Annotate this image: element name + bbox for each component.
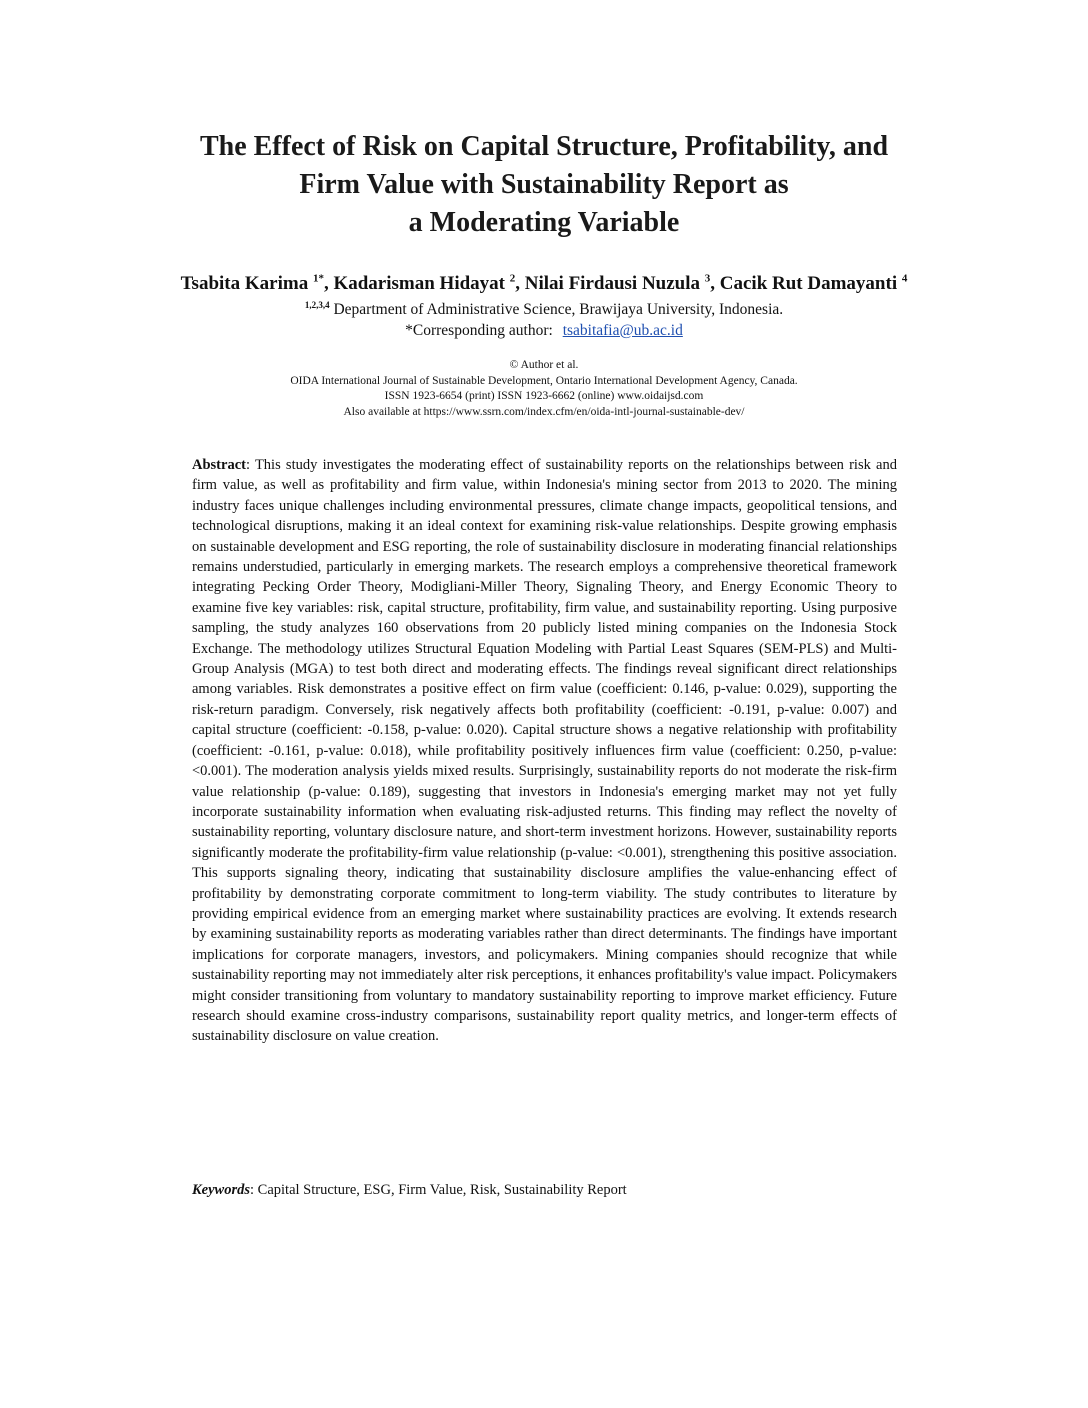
title-line: Firm Value with Sustainability Report as xyxy=(299,169,789,200)
copyright-line: © Author et al. xyxy=(509,359,579,371)
abstract-label: Abstract xyxy=(192,457,246,473)
author-separator: , xyxy=(323,273,334,294)
title-line: The Effect of Risk on Capital Structure, Profitability, and xyxy=(199,131,889,162)
abstract-text: : This study investigates the moderating effect of sustainability reports on the relationships between risk and firm value, as well as profitability and firm value, within Indonesia's mining sector from 2013 to 2020. The mining industry faces unique challenges including environmental pressures, climate change impacts, geopolitical tensions, and technological disruptions, making it an ideal context for examining risk-value relationships. Despite growing emphasis on sustainable development and ESG reporting, the role of sustainability disclosure in moderating financial relationships remains understudied, particularly in emerging markets. The research employs a comprehensive theoretical framework integrating Pecking Order Theory, Modigliani-Miller Theory, Signaling Theory, and Energy Economic Theory to examine five key variables: risk, capital structure, profitability, firm value, and sustainability reporting. Using purposive sampling, the study analyzes 160 observations from 20 publicly listed mining companies on the Indonesia Stock Exchange. The methodology utilizes Structural Equation Modeling with Partial Least Squares (SEM-PLS) and Multi-Group Analysis (MGA) to test both direct and moderating effects. The findings reveal significant direct relationships among variables. Risk demonstrates a positive effect on firm value (coefficient: 0.146, p-value: 0.029), supporting the risk-return paradigm. Conversely, risk negatively affects both profitability (coefficient: -0.191, p-value: 0.007) and capital structure (coefficient: -0.158, p-value: 0.020). Capital structure shows a negative relationship with profitability (coefficient: -0.161, p-value: 0.018), while profitability positively influences firm value (coefficient: 0.250, p-value: <0.001). The moderation analysis yields mixed results. Surprisingly, sustainability reports do not moderate the risk-firm value relationship (p-value: 0.189), suggesting that investors in Indonesia's emerging market may not yet fully incorporate sustainability information when evaluating risk-adjusted returns. This finding may reflect the novelty of sustainability reporting, voluntary disclosure nature, and short-term investment horizons. However, sustainability reports significantly moderate the profitability-firm value relationship (p-value: <0.001), strengthening this positive association. This supports signaling theory, indicating that sustainability disclosure amplifies the value-enhancing effect of profitability by demonstrating corporate commitment to long-term viability. The study contributes to literature by providing empirical evidence from an emerging market where sustainability practices are evolving. It extends research by examining sustainability reports as moderating variables rather than direct determinants. The findings have important implications for corporate managers, investors, and policymakers. Mining companies should recognize that while sustainability reporting may not immediately alter risk perceptions, it enhances profitability's value impact. Policymakers might consider transitioning from voluntary to mandatory sustainability reporting to improve market efficiency. Future research should examine cross-industry comparisons, sustainability report quality metrics, and longer-term effects of sustainability disclosure on value creation. xyxy=(192,457,897,1045)
availability-line: Also available at https://www.ssrn.com/index.cfm/en/oida-intl-journal-sustainable-dev/ xyxy=(343,405,745,418)
abstract xyxy=(192,455,897,1047)
keywords-label: Keywords xyxy=(192,1182,250,1198)
author-name: Nilai Firdausi Nuzula xyxy=(524,273,701,294)
corresponding-email-link[interactable]: tsabitafia@ub.ac.id xyxy=(562,322,683,339)
author-mark: 3 xyxy=(704,272,711,285)
keywords xyxy=(192,1180,897,1200)
journal-line: OIDA International Journal of Sustainable Development, Ontario International Development Agency, Canada. xyxy=(290,374,798,387)
author-name: Cacik Rut Damayanti xyxy=(719,273,898,294)
title-line: a Moderating Variable xyxy=(408,207,680,238)
author-name: Tsabita Karima xyxy=(180,273,309,294)
affiliation-marks: 1,2,3,4 xyxy=(304,299,330,310)
paper-title xyxy=(100,128,988,242)
keywords-text: : Capital Structure, ESG, Firm Value, Risk, Sustainability Report xyxy=(250,1182,627,1198)
author-name: Kadarisman Hidayat xyxy=(333,273,506,294)
corresponding-label: *Corresponding author: xyxy=(405,322,553,339)
author-mark: 2 xyxy=(509,272,516,285)
author-mark: 4 xyxy=(901,272,908,285)
corresponding-author xyxy=(60,321,1028,341)
author-separator: , xyxy=(710,273,720,294)
affiliation-text: Department of Administrative Science, Brawijaya University, Indonesia. xyxy=(333,301,784,318)
author-mark: 1* xyxy=(312,272,324,285)
author-separator: , xyxy=(515,273,525,294)
affiliation xyxy=(60,300,1028,320)
issn-line: ISSN 1923-6654 (print) ISSN 1923-6662 (online) www.oidaijsd.com xyxy=(384,390,704,402)
author-list xyxy=(60,272,1028,296)
publication-info xyxy=(60,358,1028,420)
